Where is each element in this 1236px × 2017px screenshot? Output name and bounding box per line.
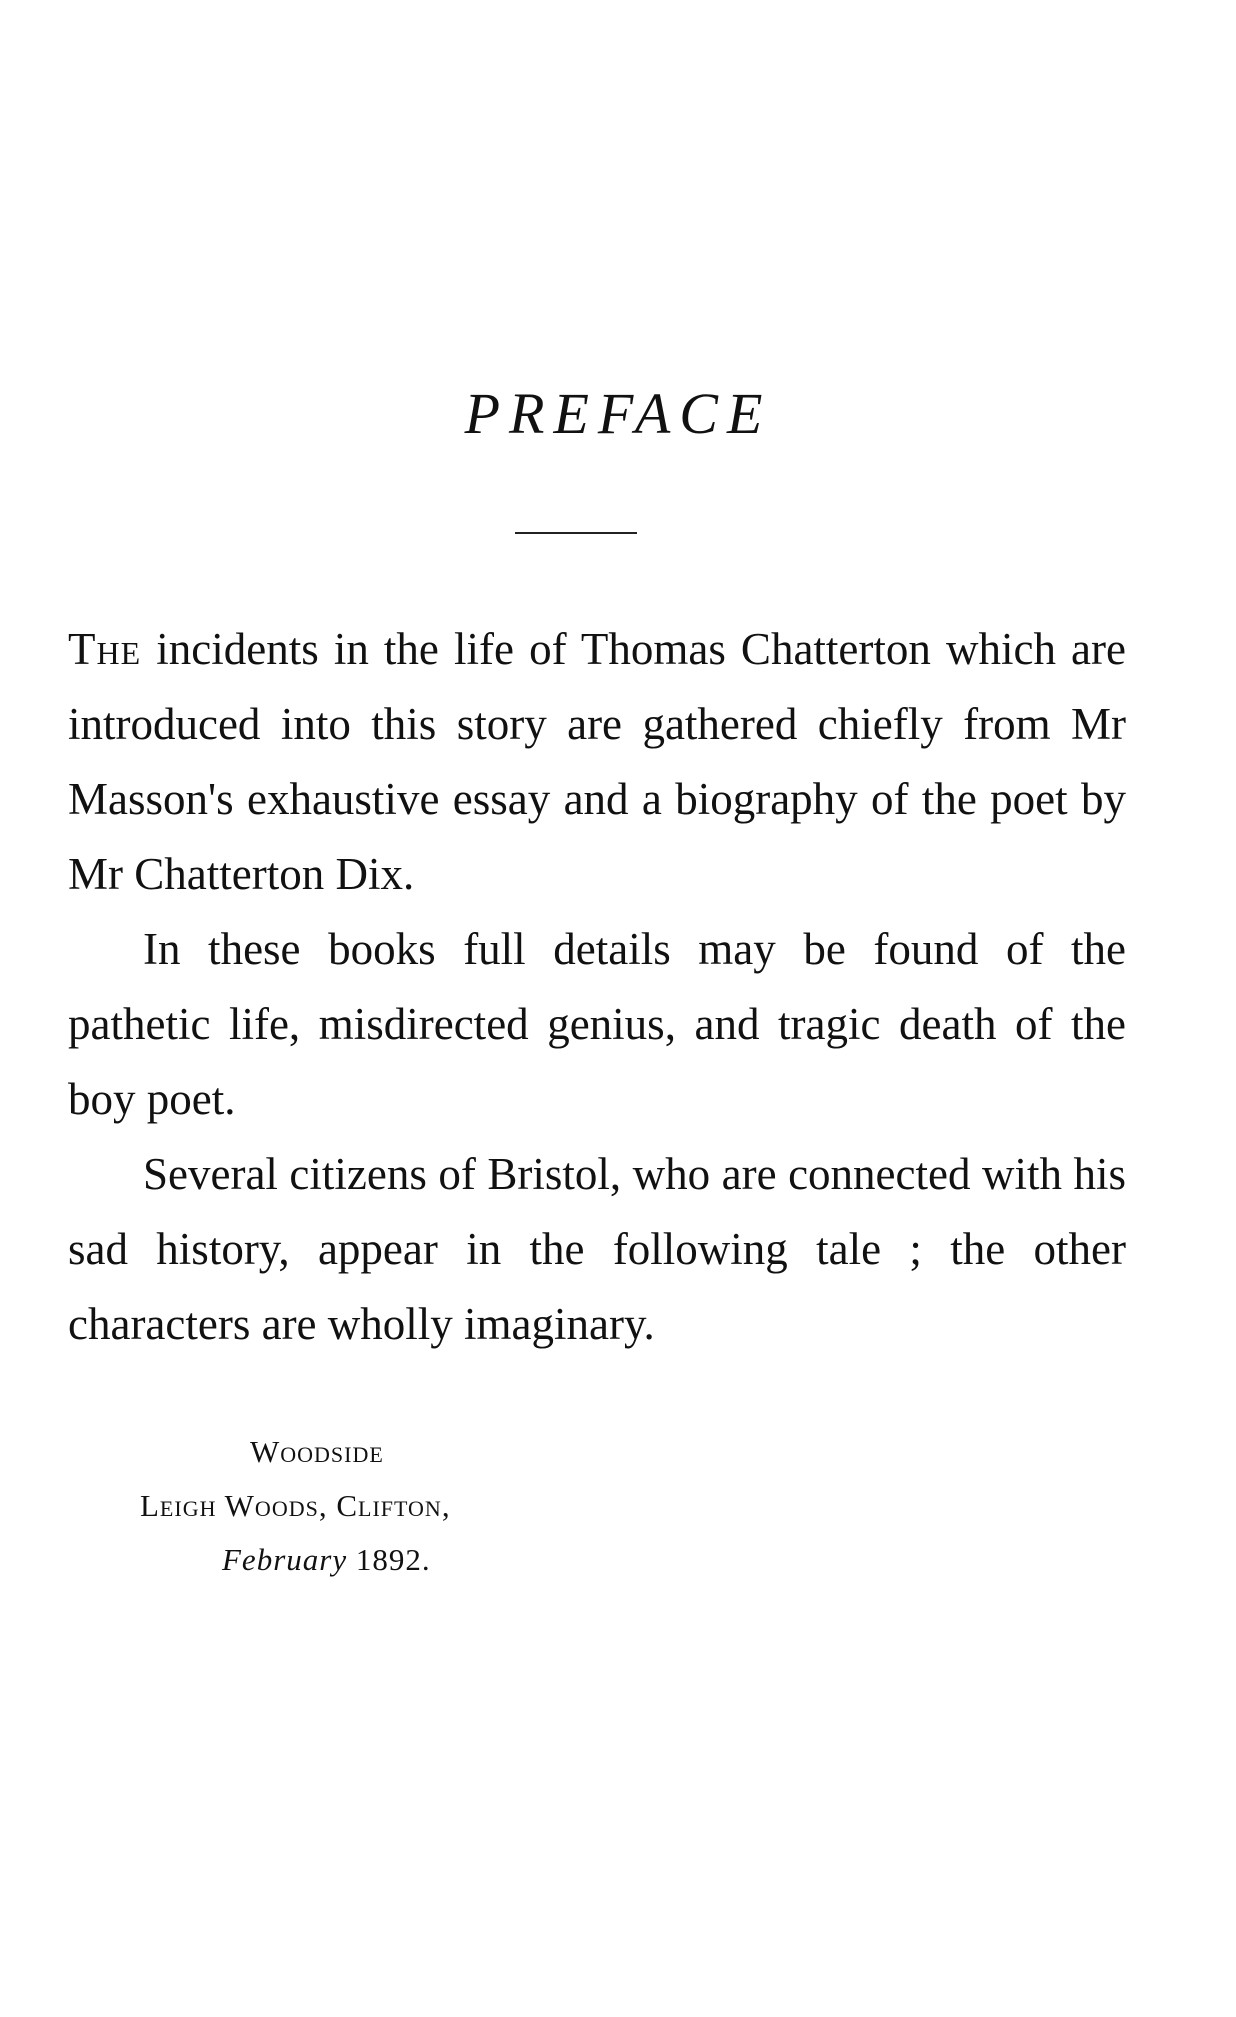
paragraph-1-lead: The — [68, 624, 142, 674]
signature-month: February — [222, 1542, 348, 1577]
paragraph-3: Several citizens of Bristol, who are connected with his sad history, appear in the following tale ; the other characters are wholly imaginary. — [68, 1149, 1126, 1349]
page-title: PREFACE — [464, 381, 772, 446]
paragraph-2: In these books full details may be found of the pathetic life, misdirected genius, and tragic death of the boy poet. — [68, 924, 1126, 1124]
paragraph-1 — [68, 612, 1126, 912]
preface-body — [68, 612, 1126, 1362]
title-divider — [515, 532, 637, 534]
signature-place: Woodside — [250, 1434, 384, 1469]
signature-date — [222, 1544, 431, 1575]
paragraph-1-text: incidents in the life of Thomas Chatterton which are introduced into this story are gathered chiefly from Mr Masson's exhaustive essay and a biography of the poet by Mr Chatterton Dix. — [68, 624, 1126, 899]
signature-address: Leigh Woods, Clifton, — [140, 1488, 451, 1523]
signature-year: 1892. — [347, 1542, 431, 1577]
